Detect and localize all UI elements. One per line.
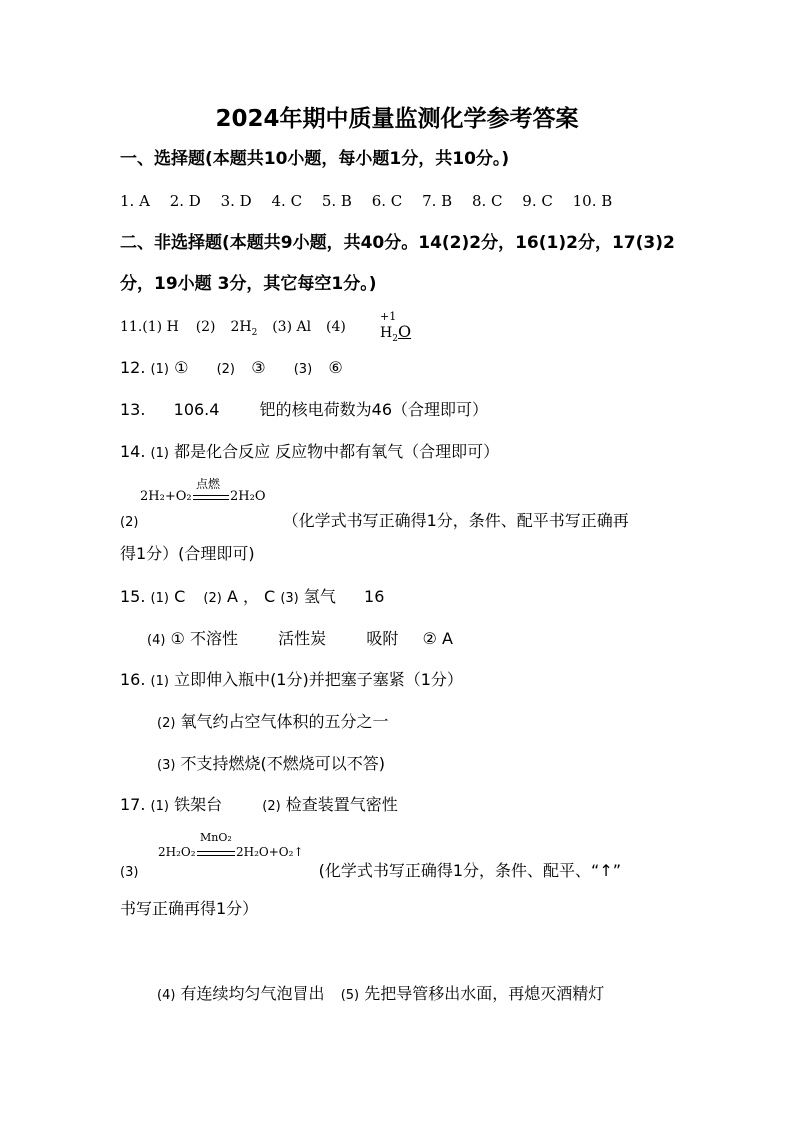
q12-part3-label: (3) (293, 362, 313, 377)
section2-heading-line2: 分，19小题 3分，其它每空1分。) (120, 274, 377, 294)
q12-part2-label: (2) (216, 362, 236, 377)
q16-part2-label: (2) (157, 716, 176, 731)
q17-eq-double-bar (197, 851, 235, 856)
q11-valence-charge: +1 (380, 310, 397, 323)
q16-row3 (157, 752, 385, 778)
q14-note-line1: （化学式书写正确得1分，条件、配平书写正确再 (282, 511, 629, 530)
q17-part2-label: (2) (262, 799, 281, 814)
q16-answer3: 不支持燃烧(不燃烧可以不答) (180, 754, 386, 773)
q17-answer2: 检查装置气密性 (285, 795, 398, 814)
q12-answer3: ⑥ (328, 358, 343, 377)
mc-answer: 8. C (471, 192, 503, 210)
q15-part4-label: (4) (147, 633, 166, 648)
q13-answer2: 钯的核电荷数为46（合理即可） (259, 400, 489, 419)
q11-answer1: H (166, 319, 179, 335)
q16-row2 (157, 710, 389, 736)
q12-answer2: ③ (251, 358, 266, 377)
q15-part2-label: (2) (203, 591, 222, 606)
q13-answer1: 106.4 (173, 400, 220, 419)
q14-eq-left: 2H₂+O₂ (140, 489, 192, 504)
q17-part5-label: (5) (340, 988, 360, 1003)
q16-number: 16. (120, 670, 146, 689)
q15-answer3b: 16 (364, 587, 385, 606)
q17-answer1: 铁架台 (174, 795, 223, 814)
mc-answer: 10. B (572, 192, 613, 210)
q11-part2-label: (2) (195, 319, 216, 335)
mc-answers (120, 189, 627, 213)
q11-part1-label: (1) (142, 319, 163, 335)
q17-note-line2: 书写正确再得1分） (120, 899, 259, 918)
q11-answer2: $2H_2$ (230, 319, 258, 338)
q11-number: 11. (120, 319, 143, 335)
q16-part1-label: (1) (150, 674, 169, 689)
q15-answer2: A ， C (226, 587, 276, 606)
q11-row (120, 315, 346, 345)
q14-part1-label: (1) (150, 446, 169, 461)
q17-part3-label: (3) (120, 865, 139, 880)
q15-number: 15. (120, 587, 146, 606)
mc-answer: 3. D (220, 192, 252, 210)
q15-part3-label: (3) (280, 591, 299, 606)
q17-eq-condition: MnO₂ (200, 831, 232, 844)
q17-answer5: 先把导管移出水面，再熄灭酒精灯 (364, 984, 605, 1003)
q12-answer1: ① (174, 358, 189, 377)
q14-eq-double-bar (193, 495, 229, 500)
q16-row1 (120, 668, 463, 694)
mc-answer: 1. A (120, 192, 150, 210)
q14-part2-label: (2) (120, 515, 139, 530)
mc-answer: 6. C (371, 192, 403, 210)
page-title: 2024年期中质量监测化学参考答案 (215, 106, 579, 132)
q15-answer4d: ② A (422, 629, 453, 648)
q15-answer4c: 吸附 (366, 629, 399, 648)
q11-answer4-formula: $H_2O$ (380, 322, 412, 344)
q11-answer3: Al (296, 319, 312, 335)
q11-part3-label: (3) (272, 319, 293, 335)
mc-answer: 5. B (321, 192, 352, 210)
q17-note-line1: (化学式书写正确得1分，条件、配平、“↑” (318, 861, 622, 880)
q14-row2 (120, 509, 629, 535)
q15-row2 (147, 627, 453, 653)
q11-part4-label: (4) (326, 319, 346, 335)
q17-answer4: 有连续均匀气泡冒出 (180, 984, 325, 1003)
q14-row1 (120, 440, 499, 466)
q12-part1-label: (1) (150, 362, 169, 377)
mc-answer: 2. D (169, 192, 201, 210)
q13-number: 13. (120, 400, 146, 419)
q15-row1 (120, 585, 384, 611)
q17-part4-label: (4) (157, 988, 176, 1003)
q16-answer2: 氧气约占空气体积的五分之一 (180, 712, 389, 731)
q14-number: 14. (120, 442, 146, 461)
section1-heading: 一、选择题(本题共10小题，每小题1分，共10分。) (120, 149, 510, 169)
q12-row (120, 356, 343, 382)
q17-number: 17. (120, 795, 146, 814)
mc-answer: 4. C (271, 192, 303, 210)
q12-number: 12. (120, 358, 146, 377)
q15-answer4b: 活性炭 (278, 629, 327, 648)
q13-row (120, 398, 488, 422)
q17-eq-left: 2H₂O₂ (158, 845, 196, 859)
q15-part1-label: (1) (150, 591, 169, 606)
q17-eq-right: 2H₂O+O₂↑ (236, 845, 304, 859)
q17-row4 (157, 982, 604, 1008)
q17-part1-label: (1) (150, 799, 169, 814)
q16-part3-label: (3) (157, 758, 176, 773)
mc-answer: 9. C (522, 192, 553, 210)
q17-row2 (120, 859, 621, 885)
q15-answer1: C (174, 587, 186, 606)
mc-answer: 7. B (422, 192, 453, 210)
q15-answer3: 氢气 (303, 587, 336, 606)
q15-answer4: ① 不溶性 (170, 629, 238, 648)
q14-answer1: 都是化合反应 反应物中都有氧气（合理即可） (174, 442, 500, 461)
q16-answer1: 立即伸入瓶中(1分)并把塞子塞紧（1分） (174, 670, 463, 689)
q17-row1 (120, 793, 398, 819)
q14-note-line2: 得1分）(合理即可) (120, 544, 255, 563)
q14-eq-right: 2H₂O (230, 489, 266, 504)
q14-eq-condition: 点燃 (196, 477, 221, 491)
section2-heading-line1: 二、非选择题(本题共9小题，共40分。14(2)2分，16(1)2分，17(3)2 (120, 233, 675, 253)
